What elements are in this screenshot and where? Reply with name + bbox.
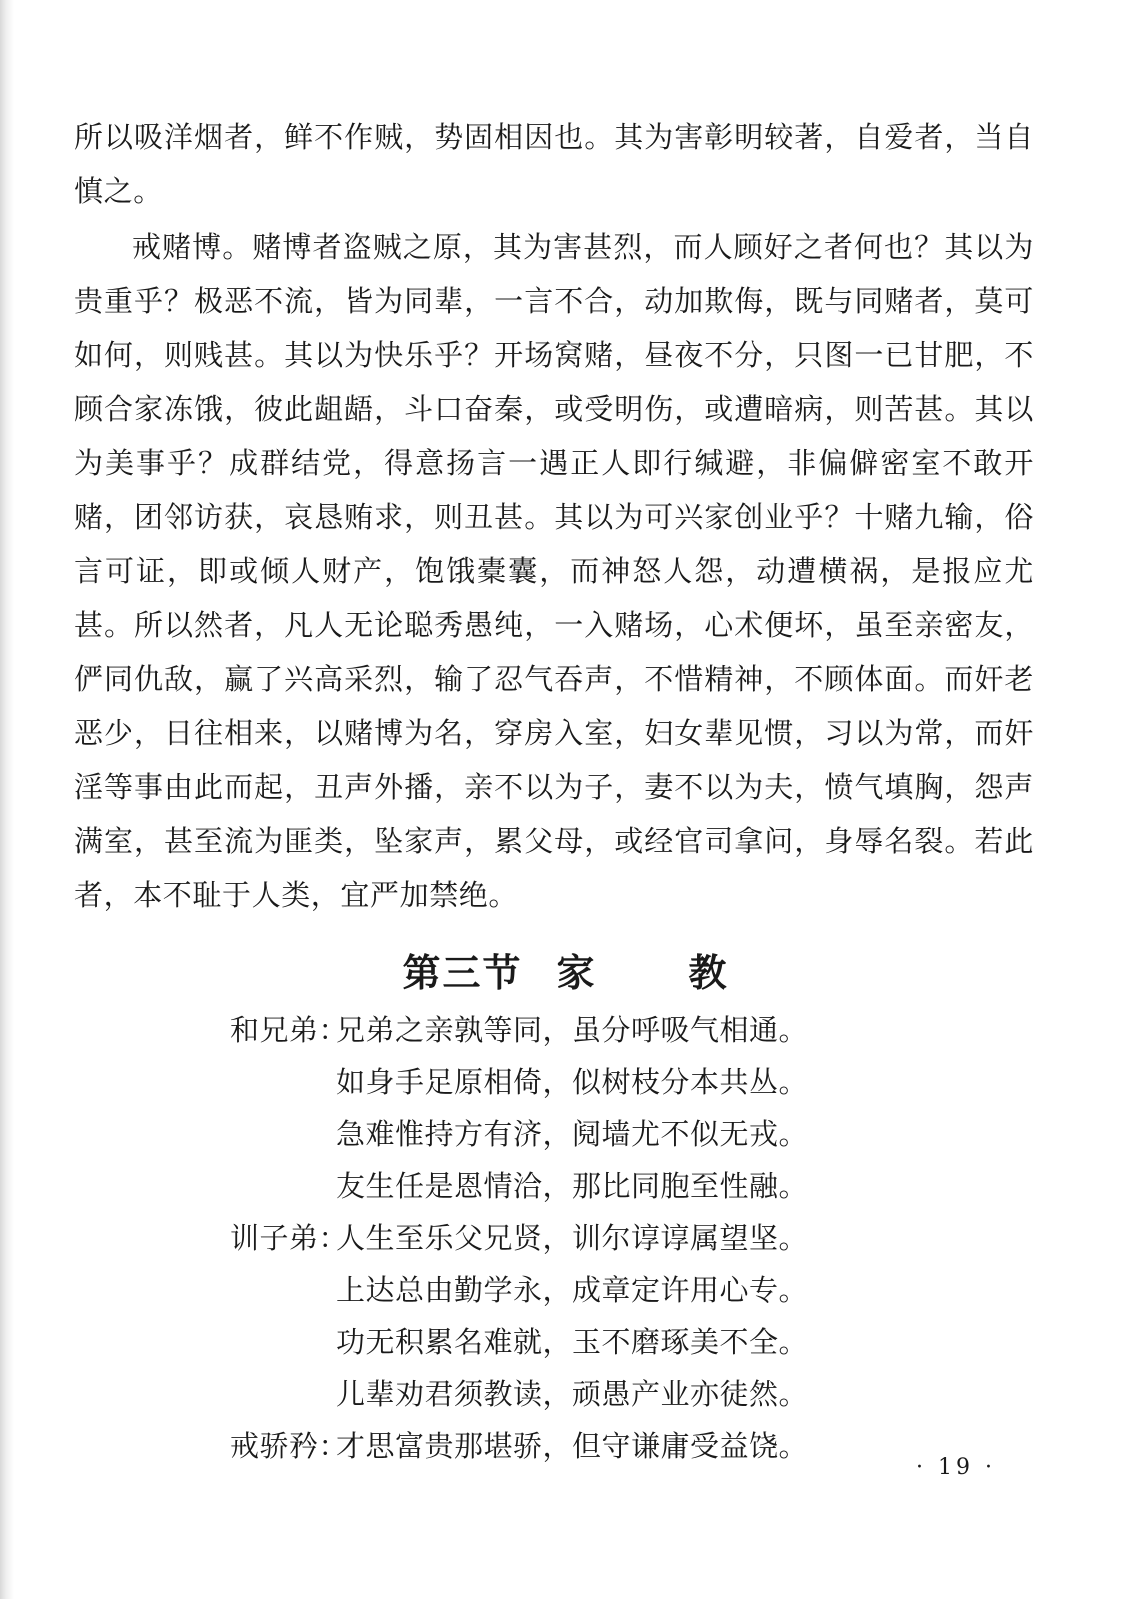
verse-line: [230, 1264, 1050, 1316]
verse-line: [230, 1108, 1050, 1160]
paragraph-opium: 所以吸洋烟者，鲜不作贼，势固相因也。其为害彰明较著，自爱者，当自慎之。: [74, 120, 1034, 208]
verse-text: 功无积累名难就，玉不磨琢美不全。: [336, 1325, 809, 1359]
verse-line: [230, 1160, 1050, 1212]
verse-text: 如身手足原相倚，似树枝分本共丛。: [336, 1065, 809, 1099]
verse-text: 儿辈劝君须教读，顽愚产业亦徒然。: [336, 1377, 809, 1411]
verse-text: 友生任是恩情洽，那比同胞至性融。: [336, 1169, 809, 1203]
section-title-char-2: 教: [688, 951, 729, 995]
page-binding-edge: [0, 0, 14, 1599]
verse-line: [230, 1056, 1050, 1108]
verse-label: 戒骄矜：: [230, 1429, 349, 1463]
section-heading: [0, 942, 1131, 997]
verse-line: [230, 1368, 1050, 1420]
verse-label: 训子弟：: [230, 1221, 349, 1255]
verse-label: 和兄弟：: [230, 1013, 349, 1047]
verse-text: 兄弟之亲孰等同，虽分呼吸气相通。: [336, 1013, 809, 1047]
verse-line: [230, 1004, 1050, 1056]
family-teaching-verses: [230, 1004, 1050, 1472]
verse-line: [230, 1212, 1050, 1264]
paragraph-gambling: 戒赌博。赌博者盗贼之原，其为害甚烈，而人顾好之者何也？其以为贵重乎？极恶不流，皆为同辈，一言不合，动加欺侮，既与同赌者，莫可如何，则贱甚。其以为快乐乎？开场窝赌，昼夜不分，只图一已甘肥，不顾合家冻饿，彼此龃龉，斗口奋秦，或受明伤，或遭暗病，则苦甚。其以为美事乎？成群结党，得意扬言一遇正人即行缄避，非偏僻密室不敢开赌，团邻访获，哀恳贿求，则丑甚。其以为可兴家创业乎？十赌九输，俗言可证，即或倾人财产，饱饿橐囊，而神怒人怨，动遭横祸，是报应尤甚。所以然者，凡人无论聪秀愚纯，一入赌场，心术便坏，虽至亲密友，俨同仇敌，赢了兴高采烈，输了忍气吞声，不惜精神，不顾体面。而奸老恶少，日往相来，以赌博为名，穿房入室，妇女辈见惯，习以为常，而奸淫等事由此而起，丑声外播，亲不以为子，妻不以为夫，愤气填胸，怨声满室，甚至流为匪类，坠家声，累父母，或经官司拿问，身辱名裂。若此者，本不耻于人类，宜严加禁绝。: [74, 230, 1034, 912]
section-title-char-1: 家: [556, 951, 597, 995]
verse-text: 急难惟持方有济，阋墙尤不似无戎。: [336, 1117, 809, 1151]
verse-line: [230, 1316, 1050, 1368]
section-number: 第三节: [402, 951, 523, 995]
verse-text: 才思富贵那堪骄，但守谦庸受益饶。: [336, 1429, 809, 1463]
page-number: · 19 ·: [916, 1455, 996, 1480]
verse-text: 人生至乐父兄贤，训尔谆谆属望坚。: [336, 1221, 809, 1255]
verse-text: 上达总由勤学永，成章定许用心专。: [336, 1273, 809, 1307]
